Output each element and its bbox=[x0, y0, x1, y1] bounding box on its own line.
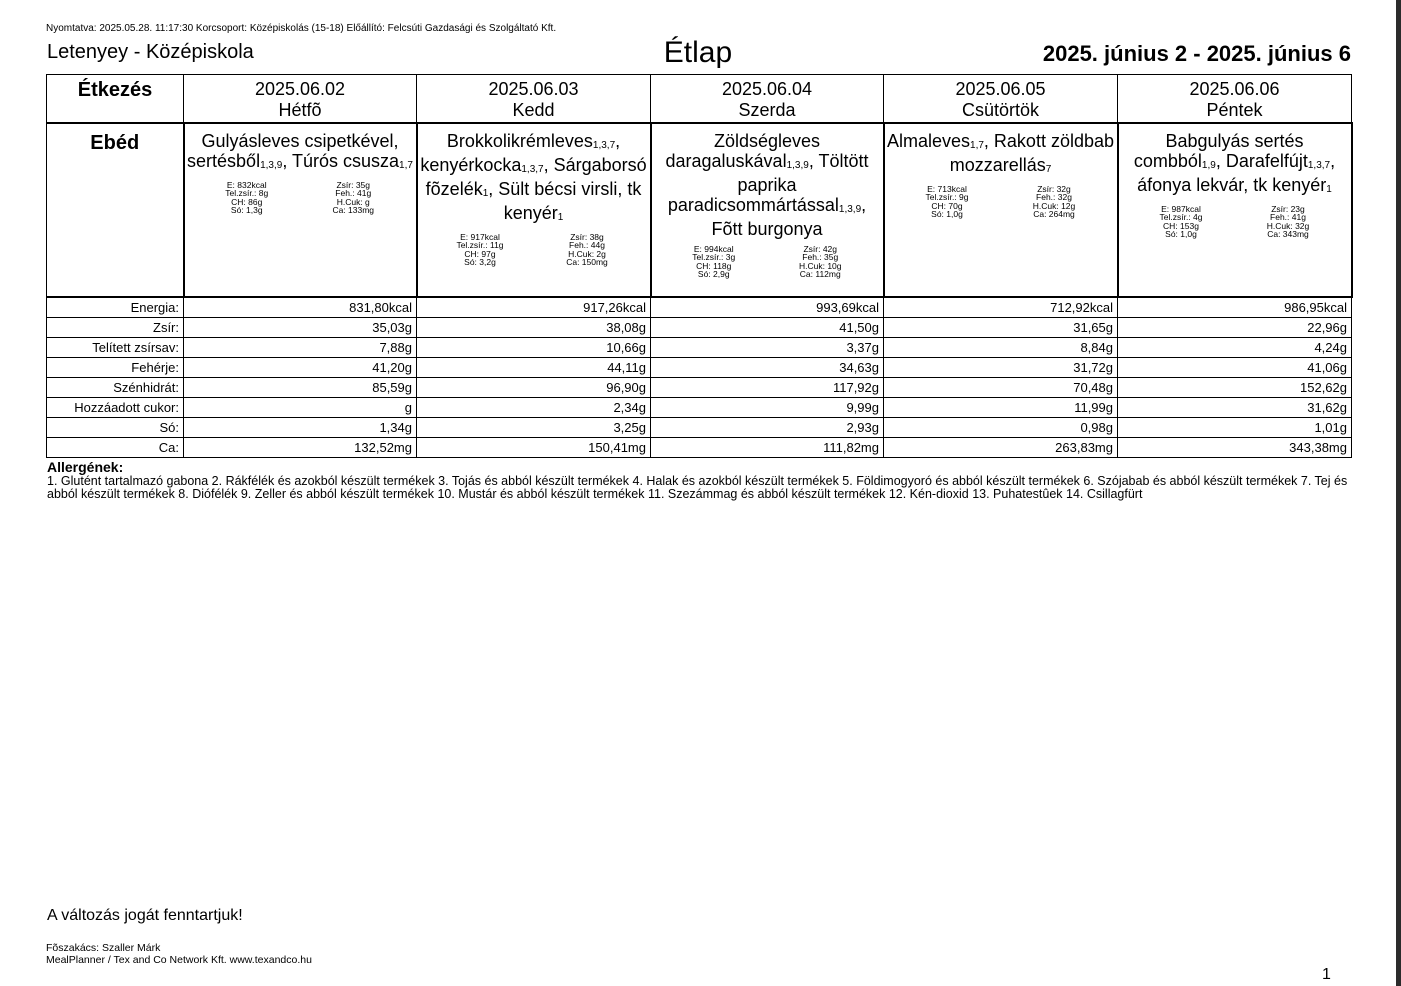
allergen-codes: 1,3,7 bbox=[1307, 159, 1331, 171]
day-weekday: Szerda bbox=[738, 100, 796, 120]
dish-name: , Sárgaborsó fõzelék bbox=[425, 154, 647, 199]
nutrition-item: Só: 1,0g bbox=[931, 209, 963, 219]
day-date: 2025.06.03 bbox=[488, 79, 579, 99]
nutrition-item: H.Cuk: 10g bbox=[798, 260, 842, 271]
nutrient-value: 31,65g bbox=[884, 317, 1118, 337]
nutrition-item: Feh.: 41g bbox=[335, 188, 372, 198]
allergen-codes: 1 bbox=[482, 187, 489, 199]
dish-text bbox=[1119, 124, 1351, 199]
nutrition-item: Tel.zsír.: 9g bbox=[925, 192, 969, 202]
dish-text bbox=[185, 124, 416, 175]
nutrient-value: g bbox=[184, 397, 417, 417]
nutrition-item: Zsír: 38g bbox=[570, 231, 604, 242]
meal-column-header: Étkezés bbox=[47, 75, 184, 123]
nutrition-item: E: 987kcal bbox=[1161, 203, 1201, 214]
nutrient-value: 9,99g bbox=[651, 397, 884, 417]
dish-text bbox=[885, 124, 1117, 179]
day-header bbox=[417, 75, 651, 123]
nutrient-value: 41,50g bbox=[651, 317, 884, 337]
nutrient-value: 831,80kcal bbox=[184, 297, 417, 318]
nutrient-label: Só: bbox=[47, 417, 184, 437]
nutrient-row bbox=[47, 377, 1352, 397]
nutrition-item: Tel.zsír.: 3g bbox=[692, 252, 736, 262]
dish-cell bbox=[884, 123, 1118, 297]
nutrition-item: CH: 86g bbox=[231, 196, 263, 207]
dish-name: Zöldségleves daragaluskával bbox=[665, 130, 821, 171]
nutrition-item: CH: 97g bbox=[464, 248, 496, 259]
nutrition-item: Ca: 343mg bbox=[1267, 229, 1309, 239]
day-date: 2025.06.02 bbox=[254, 79, 346, 99]
nutrient-label: Hozzáadott cukor: bbox=[47, 397, 184, 417]
print-info: Nyomtatva: 2025.05.28. 11:17:30 Korcsoport: Középiskolás (15-18) Előállító: Felcsúti Gazdasági és Szolgáltató Kft. bbox=[46, 23, 557, 34]
allergen-codes: 7 bbox=[1045, 163, 1052, 175]
nutrition-item: Só: 1,0g bbox=[1165, 229, 1197, 239]
nutrient-value: 993,69kcal bbox=[651, 297, 884, 318]
dish-name: , Fõtt burgonya bbox=[711, 194, 867, 239]
nutrient-value: 2,93g bbox=[651, 417, 884, 437]
nutrient-value: 2,34g bbox=[417, 397, 651, 417]
nutrient-label: Telített zsírsav: bbox=[47, 337, 184, 357]
dish-cell bbox=[1118, 123, 1352, 297]
dish-name: , áfonya lekvár, tk kenyér bbox=[1137, 150, 1336, 195]
page-number: 1 bbox=[1322, 966, 1331, 983]
nutrition-item: Feh.: 32g bbox=[1036, 192, 1072, 202]
nutrition-item: H.Cuk: g bbox=[336, 196, 370, 207]
nutrition-item: CH: 70g bbox=[931, 200, 963, 211]
nutrition-item: Tel.zsír.: 8g bbox=[225, 188, 269, 198]
allergens-title: Allergének: bbox=[47, 459, 124, 475]
nutrient-value: 22,96g bbox=[1118, 317, 1352, 337]
nutrient-value: 111,82mg bbox=[651, 437, 884, 457]
nutrient-value: 41,20g bbox=[184, 357, 417, 377]
nutrient-row bbox=[47, 397, 1352, 417]
nutrient-value: 8,84g bbox=[884, 337, 1118, 357]
nutrition-item: Feh.: 41g bbox=[1270, 212, 1306, 222]
nutrient-label: Zsír: bbox=[47, 317, 184, 337]
dish-text bbox=[652, 124, 883, 239]
page-title: Étlap bbox=[663, 36, 733, 69]
dish-name: Babgulyás sertés combból bbox=[1133, 130, 1304, 171]
dish-nutrition-summary bbox=[185, 181, 416, 215]
dish-name: , Darafelfújt bbox=[1215, 150, 1308, 171]
nutrient-value: 85,59g bbox=[184, 377, 417, 397]
nutrition-item: Zsír: 23g bbox=[1271, 203, 1305, 214]
dish-name: , Sült bécsi virsli, tk kenyér bbox=[488, 178, 642, 223]
nutrition-item: H.Cuk: 32g bbox=[1266, 220, 1310, 231]
menu-table bbox=[46, 74, 1353, 458]
dish-name: Gulyásleves csipetkével, sertésből bbox=[187, 130, 399, 171]
nutrient-value: 1,01g bbox=[1118, 417, 1352, 437]
nutrition-item: Zsír: 42g bbox=[803, 243, 838, 254]
dish-nutrition-summary bbox=[418, 233, 650, 267]
day-header bbox=[884, 75, 1118, 123]
nutrient-value: 31,72g bbox=[884, 357, 1118, 377]
nutrient-value: 917,26kcal bbox=[417, 297, 651, 318]
nutrient-value: 132,52mg bbox=[184, 437, 417, 457]
disclaimer: A változás jogát fenntartjuk! bbox=[47, 907, 243, 924]
day-date: 2025.06.06 bbox=[1189, 79, 1280, 99]
school-name: Letenyey - Középiskola bbox=[47, 41, 254, 63]
software-credit: MealPlanner / Tex and Co Network Kft. www.texandco.hu bbox=[46, 954, 312, 966]
nutrient-value: 70,48g bbox=[884, 377, 1118, 397]
allergen-codes: 1,9 bbox=[1201, 159, 1216, 171]
nutrient-value: 10,66g bbox=[417, 337, 651, 357]
nutrient-row bbox=[47, 417, 1352, 437]
nutrient-row bbox=[47, 297, 1352, 318]
nutrient-label: Fehérje: bbox=[47, 357, 184, 377]
dish-cell bbox=[417, 123, 651, 297]
nutrient-value: 7,88g bbox=[184, 337, 417, 357]
day-header bbox=[184, 75, 417, 123]
nutrient-value: 41,06g bbox=[1118, 357, 1352, 377]
nutrition-item: Tel.zsír.: 11g bbox=[456, 240, 504, 250]
nutrition-item: Ca: 133mg bbox=[332, 205, 375, 215]
day-weekday: Péntek bbox=[1206, 100, 1263, 120]
nutrient-value: 4,24g bbox=[1118, 337, 1352, 357]
allergen-codes: 1,7 bbox=[970, 139, 984, 151]
nutrient-value: 263,83mg bbox=[884, 437, 1118, 457]
nutrition-item: Zsír: 32g bbox=[1037, 183, 1071, 194]
nutrient-row bbox=[47, 317, 1352, 337]
nutrient-value: 34,63g bbox=[651, 357, 884, 377]
nutrient-value: 3,25g bbox=[417, 417, 651, 437]
nutrition-item: E: 994kcal bbox=[693, 243, 734, 254]
dish-name: , kenyérkocka bbox=[420, 130, 621, 175]
nutrition-item: CH: 118g bbox=[696, 260, 732, 271]
dish-name: Brokkolikrémleves bbox=[446, 130, 593, 151]
nutrient-row bbox=[47, 357, 1352, 377]
allergen-codes: 1 bbox=[557, 211, 564, 223]
nutrient-label: Energia: bbox=[47, 297, 184, 318]
nutrient-value: 712,92kcal bbox=[884, 297, 1118, 318]
nutrition-item: Feh.: 35g bbox=[802, 252, 839, 262]
nutrition-item: E: 832kcal bbox=[226, 179, 267, 190]
dish-nutrition-summary bbox=[1119, 205, 1351, 239]
dish-name: Almaleves bbox=[886, 130, 971, 151]
dish-name: , Rakott zöldbab mozzarellás bbox=[949, 130, 1114, 175]
dish-name: , Túrós csusza bbox=[282, 150, 400, 171]
page-edge-bar bbox=[1396, 0, 1401, 986]
nutrition-item: Só: 3,2g bbox=[464, 257, 496, 267]
nutrient-value: 986,95kcal bbox=[1118, 297, 1352, 318]
dish-cell bbox=[651, 123, 884, 297]
day-date: 2025.06.05 bbox=[955, 79, 1046, 99]
nutrition-item: E: 713kcal bbox=[927, 183, 967, 194]
dish-nutrition-summary bbox=[652, 245, 883, 279]
day-weekday: Kedd bbox=[512, 100, 555, 120]
nutrition-item: Só: 2,9g bbox=[697, 269, 730, 279]
dish-nutrition-summary bbox=[885, 185, 1117, 219]
nutrient-value: 117,92g bbox=[651, 377, 884, 397]
dish-cell bbox=[184, 123, 417, 297]
nutrition-item: Tel.zsír.: 4g bbox=[1159, 212, 1203, 222]
day-header bbox=[651, 75, 884, 123]
nutrient-value: 44,11g bbox=[417, 357, 651, 377]
nutrient-value: 96,90g bbox=[417, 377, 651, 397]
dish-text bbox=[418, 124, 650, 227]
dish-name: , Töltött paprika paradicsommártással bbox=[667, 150, 869, 215]
nutrient-value: 0,98g bbox=[884, 417, 1118, 437]
chef-name: Fõszakács: Szaller Márk bbox=[46, 942, 161, 954]
allergen-codes: 1 bbox=[1326, 183, 1332, 195]
nutrient-value: 150,41mg bbox=[417, 437, 651, 457]
nutrient-value: 11,99g bbox=[884, 397, 1118, 417]
nutrient-value: 31,62g bbox=[1118, 397, 1352, 417]
nutrient-value: 35,03g bbox=[184, 317, 417, 337]
allergen-codes: 1,3,9 bbox=[260, 159, 283, 171]
allergen-codes: 1,3,7 bbox=[592, 139, 616, 151]
nutrient-value: 3,37g bbox=[651, 337, 884, 357]
day-header bbox=[1118, 75, 1352, 123]
nutrition-item: E: 917kcal bbox=[460, 231, 500, 242]
nutrition-item: H.Cuk: 12g bbox=[1032, 200, 1076, 211]
allergens-list: 1. Glutént tartalmazó gabona 2. Rákfélék és azokból készült termékek 3. Tojás és abból készült termékek 4. Halak és azokból készült termékek 5. Földimogyoró és abból készült termékek 6. Szójabab és abból készült termékek 7. Tej és abból készült termékek 8. Diófélék 9. Zeller és abból készült termékek 10. Mustár és abból készült termékek 11. Szezámmag és abból készült termékek 12. Kén-dioxid 13. Puhatestûek 14. Csillagfürt bbox=[47, 474, 1348, 501]
allergen-codes: 1,3,9 bbox=[786, 159, 809, 171]
lunch-row bbox=[47, 123, 1352, 297]
meal-name-cell bbox=[47, 123, 184, 297]
allergen-codes: 1,7 bbox=[399, 159, 413, 171]
allergen-codes: 1,3,7 bbox=[521, 163, 544, 175]
meal-name: Ebéd bbox=[90, 131, 140, 154]
nutrition-item: Feh.: 44g bbox=[569, 240, 605, 250]
nutrient-value: 38,08g bbox=[417, 317, 651, 337]
nutrient-row bbox=[47, 437, 1352, 457]
day-weekday: Hétfõ bbox=[278, 100, 322, 120]
day-date: 2025.06.04 bbox=[721, 79, 813, 99]
nutrition-item: Ca: 112mg bbox=[799, 269, 841, 279]
nutrient-value: 343,38mg bbox=[1118, 437, 1352, 457]
nutrition-item: Ca: 264mg bbox=[1033, 209, 1075, 219]
nutrient-label: Szénhidrát: bbox=[47, 377, 184, 397]
date-range: 2025. június 2 - 2025. június 6 bbox=[1042, 41, 1351, 66]
day-weekday: Csütörtök bbox=[961, 100, 1040, 120]
nutrition-item: Zsír: 35g bbox=[336, 179, 371, 190]
day-header-row bbox=[47, 75, 1352, 123]
nutrient-value: 1,34g bbox=[184, 417, 417, 437]
footer-credits bbox=[46, 942, 312, 966]
nutrition-item: Ca: 150mg bbox=[566, 257, 608, 267]
nutrition-item: H.Cuk: 2g bbox=[568, 248, 606, 259]
nutrient-value: 152,62g bbox=[1118, 377, 1352, 397]
nutrition-item: Só: 1,3g bbox=[230, 205, 263, 215]
nutrient-label: Ca: bbox=[47, 437, 184, 457]
nutrient-row bbox=[47, 337, 1352, 357]
nutrition-item: CH: 153g bbox=[1163, 220, 1199, 231]
allergen-codes: 1,3,9 bbox=[838, 203, 862, 215]
